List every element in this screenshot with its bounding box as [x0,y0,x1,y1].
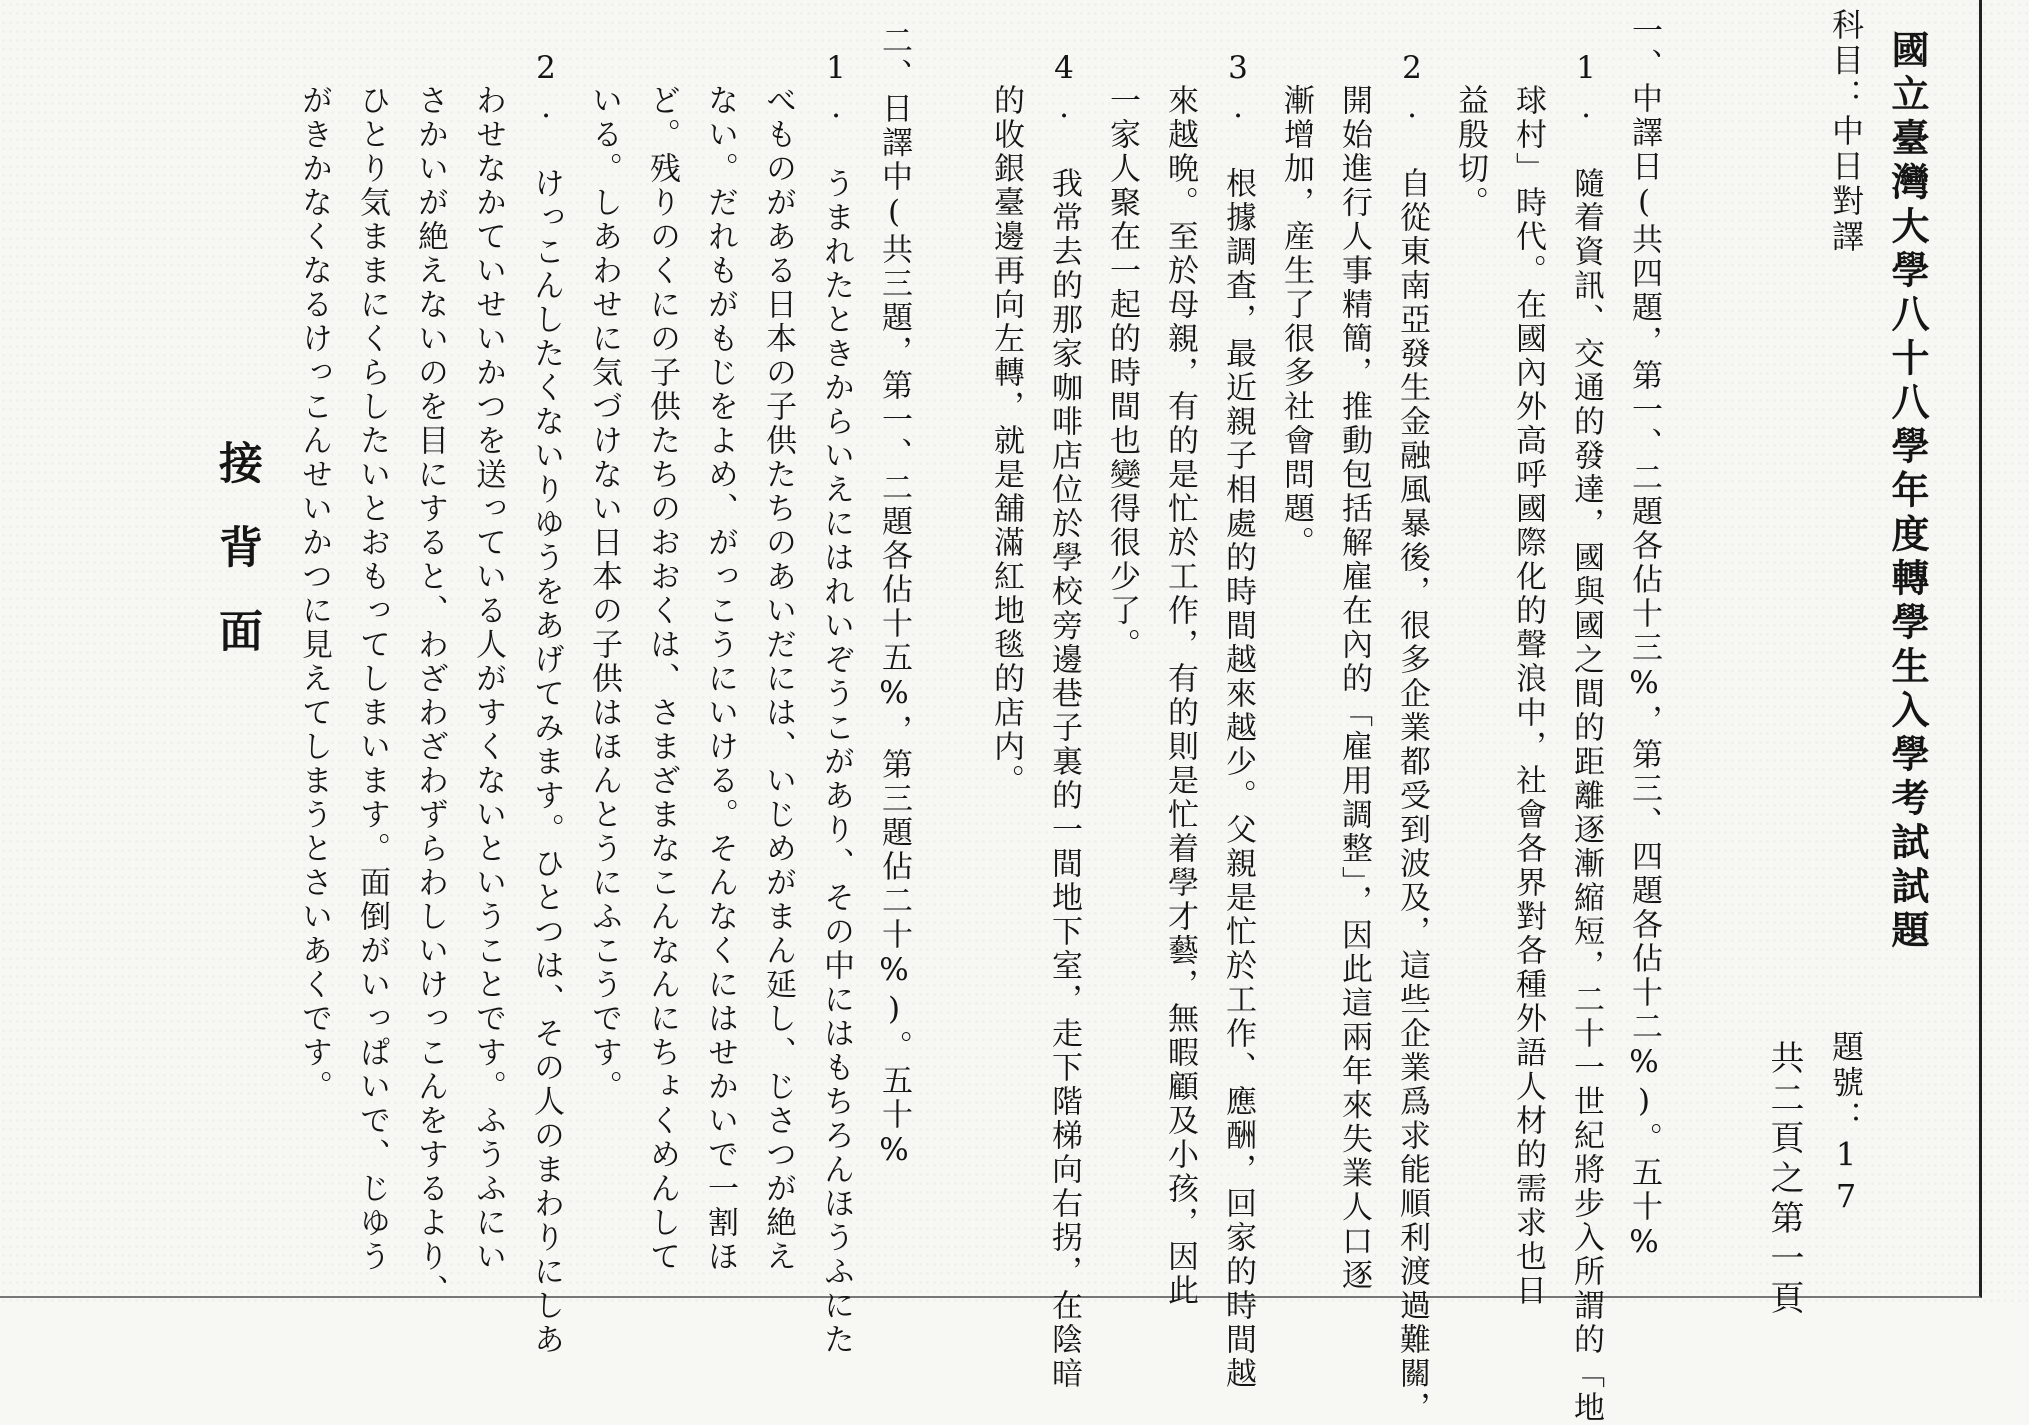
section2-q1-line: ど。残りのくにの子供たちのおおくは、さまざまなこんなんにちょくめんして [644,84,680,1274]
section2-heading: 二、日譯中(共三題，第一、二題各佔十五%，第三題佔二十%)。五十% [876,24,912,1171]
section2-q1-line: ない。だれもがもじをよめ、がっこうにいける。そんなくにはせかいで一割ほ [702,84,738,1274]
section1-q1-line: 球村」時代。在國內外高呼國際化的聲浪中，社會各界對各種外語人材的需求也日 [1510,84,1546,1308]
section2-q2-line: わせなかていせいかつを送っている人がすくないということです。ふうふにい [470,84,506,1274]
section1-q4-line: 的收銀臺邊再向左轉，就是舖滿紅地毯的店内。 [988,84,1024,798]
section2-q1-line: 1. うまれたときからいえにはれいぞうこがあり、その中にはもちろんほうふにた [818,50,854,1357]
section2-q2-line: さかいが絶えないのを目にすると、わざわざわずらわしいけっこんをするより、 [412,84,448,1308]
section1-q3-line: 3. 根據調査，最近親子相處的時間越來越少。父親是忙於工作、應酬，回家的時間越 [1220,50,1256,1391]
exam-title: 國立臺灣大學八十八學年度轉學生入學考試試題 [1885,30,1930,954]
turn-over-note: 接背面 [211,440,262,692]
section2-q2-line: がきかなくなるけっこんせいかつに見えてしまうとさいあくです。 [296,84,332,1104]
section1-q4-line: 4. 我常去的那家咖啡店位於學校旁邊巷子裏的一間地下室，走下階梯向右拐，在陰暗 [1046,50,1082,1391]
section1-q1-line: 益殷切。 [1452,84,1488,220]
subject-label: 科目：中日對譯 [1827,8,1865,255]
section1-q2-line: 2. 自從東南亞發生金融風暴後，很多企業都受到波及，這些企業爲求能順利渡過難關， [1394,50,1430,1425]
section2-q1-line: べものがある日本の子供たちのあいだには、いじめがまん延し、じさつが絶え [760,84,796,1274]
question-number: 題號：17 [1827,1030,1865,1218]
section1-q2-line: 漸增加，産生了很多社會問題。 [1278,84,1314,560]
section2-q2-line: ひとり気ままにくらしたいとおもってしまいます。面倒がいっぱいで、じゆう [354,84,390,1274]
section1-q3-line: 一家人聚在一起的時間也變得很少了。 [1104,84,1140,662]
page-indicator: 共二頁之第一頁 [1764,1040,1804,1320]
section1-q3-line: 來越晩。至於母親，有的是忙於工作，有的則是忙着學才藝，無暇顧及小孩，因此 [1162,84,1198,1308]
section1-q1-line: 1. 隨着資訊、交通的發達，國與國之間的距離逐漸縮短，二十一世紀將步入所謂的「地 [1568,50,1604,1425]
section2-q2-line: 2. けっこんしたくないりゆうをあげてみます。ひとつは、その人のまわりにしあ [528,50,564,1357]
section2-q1-line: いる。しあわせに気づけない日本の子供はほんとうにふこうです。 [586,84,622,1104]
section1-q2-line: 開始進行人事精簡，推動包括解雇在內的「雇用調整」，因此這兩年來失業人口逐 [1336,84,1372,1293]
section1-heading: 一、中譯日(共四題，第一、二題各佔十三%，第三、四題各佔十二%)。五十% [1626,14,1662,1263]
